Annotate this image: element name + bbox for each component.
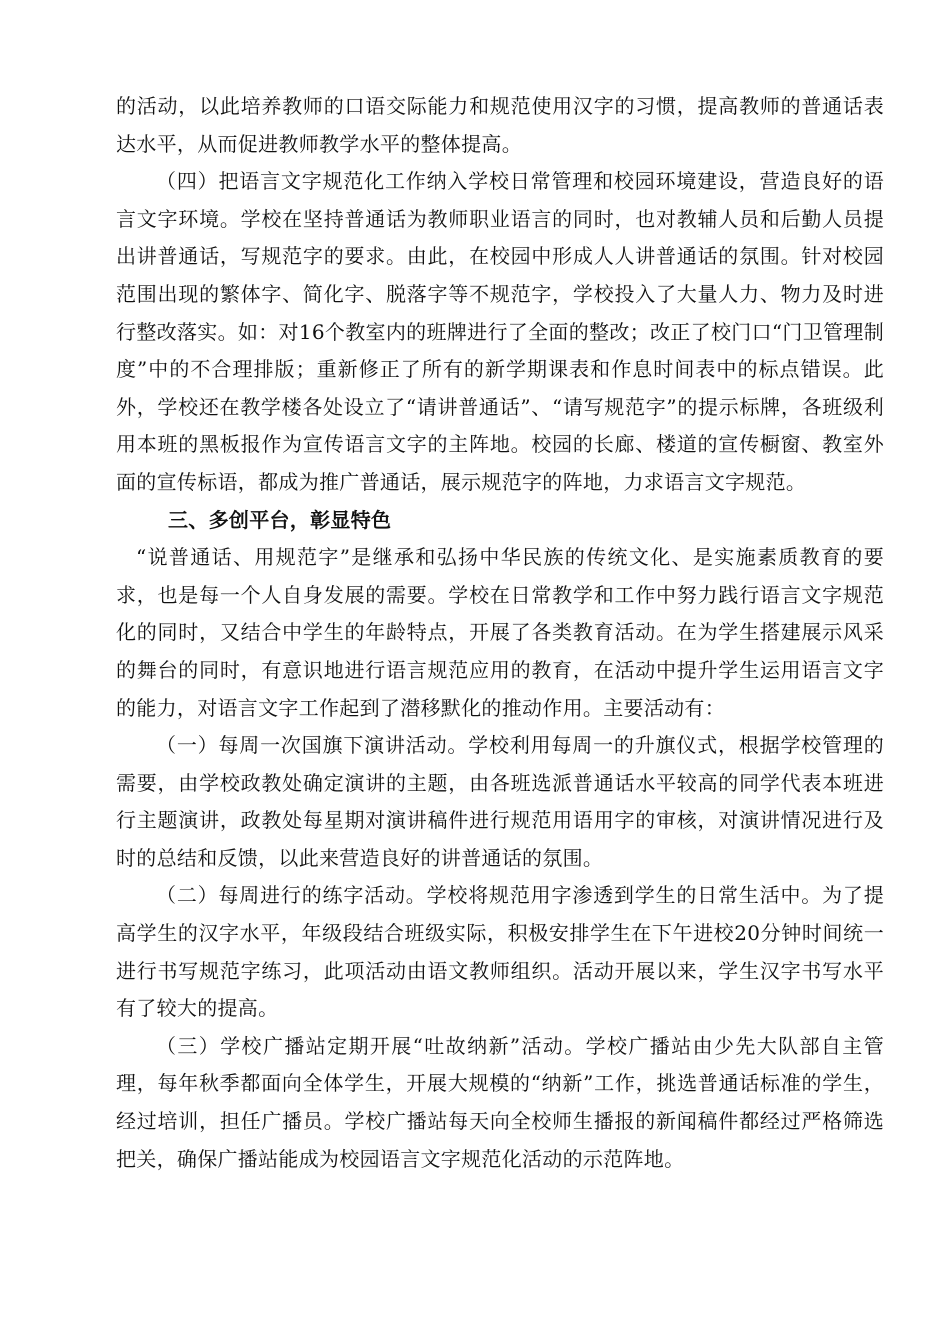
- section-heading-three: 三、多创平台，彰显特色: [168, 507, 392, 532]
- paragraph-continuation: 的活动，以此培养教师的口语交际能力和规范使用汉字的习惯，提高教师的普通话表达水平，从而促进教师教学水平的整体提高。: [116, 94, 884, 156]
- paragraph-intro-activities: “说普通话、用规范字”是继承和弘扬中华民族的传统文化、是实施素质教育的要求，也是每一个人自身发展的需要。学校在日常教学和工作中努力践行语言文字规范化的同时，又结合中学生的年龄特点，开展了各类教育活动。在为学生搭建展示风采的舞台的同时，有意识地进行语言规范应用的教育，在活动中提升学生运用语言文字的能力，对语言文字工作起到了潜移默化的推动作用。主要活动有：: [116, 545, 884, 720]
- paragraph-section-four: （四）把语言文字规范化工作纳入学校日常管理和校园环境建设，营造良好的语言文字环境。学校在坚持普通话为教师职业语言的同时，也对教辅人员和后勤人员提出讲普通话，写规范字的要求。由此，在校园中形成人人讲普通话的氛围。针对校园范围出现的繁体字、简化字、脱落字等不规范字，学校投入了大量人力、物力及时进行整改落实。如：对16个教室内的班牌进行了全面的整改；改正了校门口“门卫管理制度”中的不合理排版；重新修正了所有的新学期课表和作息时间表中的标点错误。此外，学校还在教学楼各处设立了“请讲普通话”、“请写规范字”的提示标牌，各班级利用本班的黑板报作为宣传语言文字的主阵地。校园的长廊、楼道的宣传橱窗、教室外面的宣传标语，都成为推广普通话，展示规范字的阵地，力求语言文字规范。: [116, 169, 884, 494]
- paragraph-activity-two: （二）每周进行的练字活动。学校将规范用字渗透到学生的日常生活中。为了提高学生的汉字水平，年级段结合班级实际，积极安排学生在下午进校20分钟时间统一进行书写规范字练习，此项活动由语文教师组织。活动开展以来，学生汉字书写水平有了较大的提高。: [116, 883, 884, 1021]
- document-body: [116, 88, 884, 1178]
- paragraph-activity-three: （三）学校广播站定期开展“吐故纳新”活动。学校广播站由少先大队部自主管理，每年秋季都面向全体学生，开展大规模的“纳新”工作，挑选普通话标准的学生，经过培训，担任广播员。学校广播站每天向全校师生播报的新闻稿件都经过严格筛选把关，确保广播站能成为校园语言文字规范化活动的示范阵地。: [116, 1033, 884, 1171]
- paragraph-activity-one: （一）每周一次国旗下演讲活动。学校利用每周一的升旗仪式，根据学校管理的需要，由学校政教处确定演讲的主题，由各班选派普通话水平较高的同学代表本班进行主题演讲，政教处每星期对演讲稿件进行规范用语用字的审核，对演讲情况进行及时的总结和反馈，以此来营造良好的讲普通话的氛围。: [116, 733, 884, 870]
